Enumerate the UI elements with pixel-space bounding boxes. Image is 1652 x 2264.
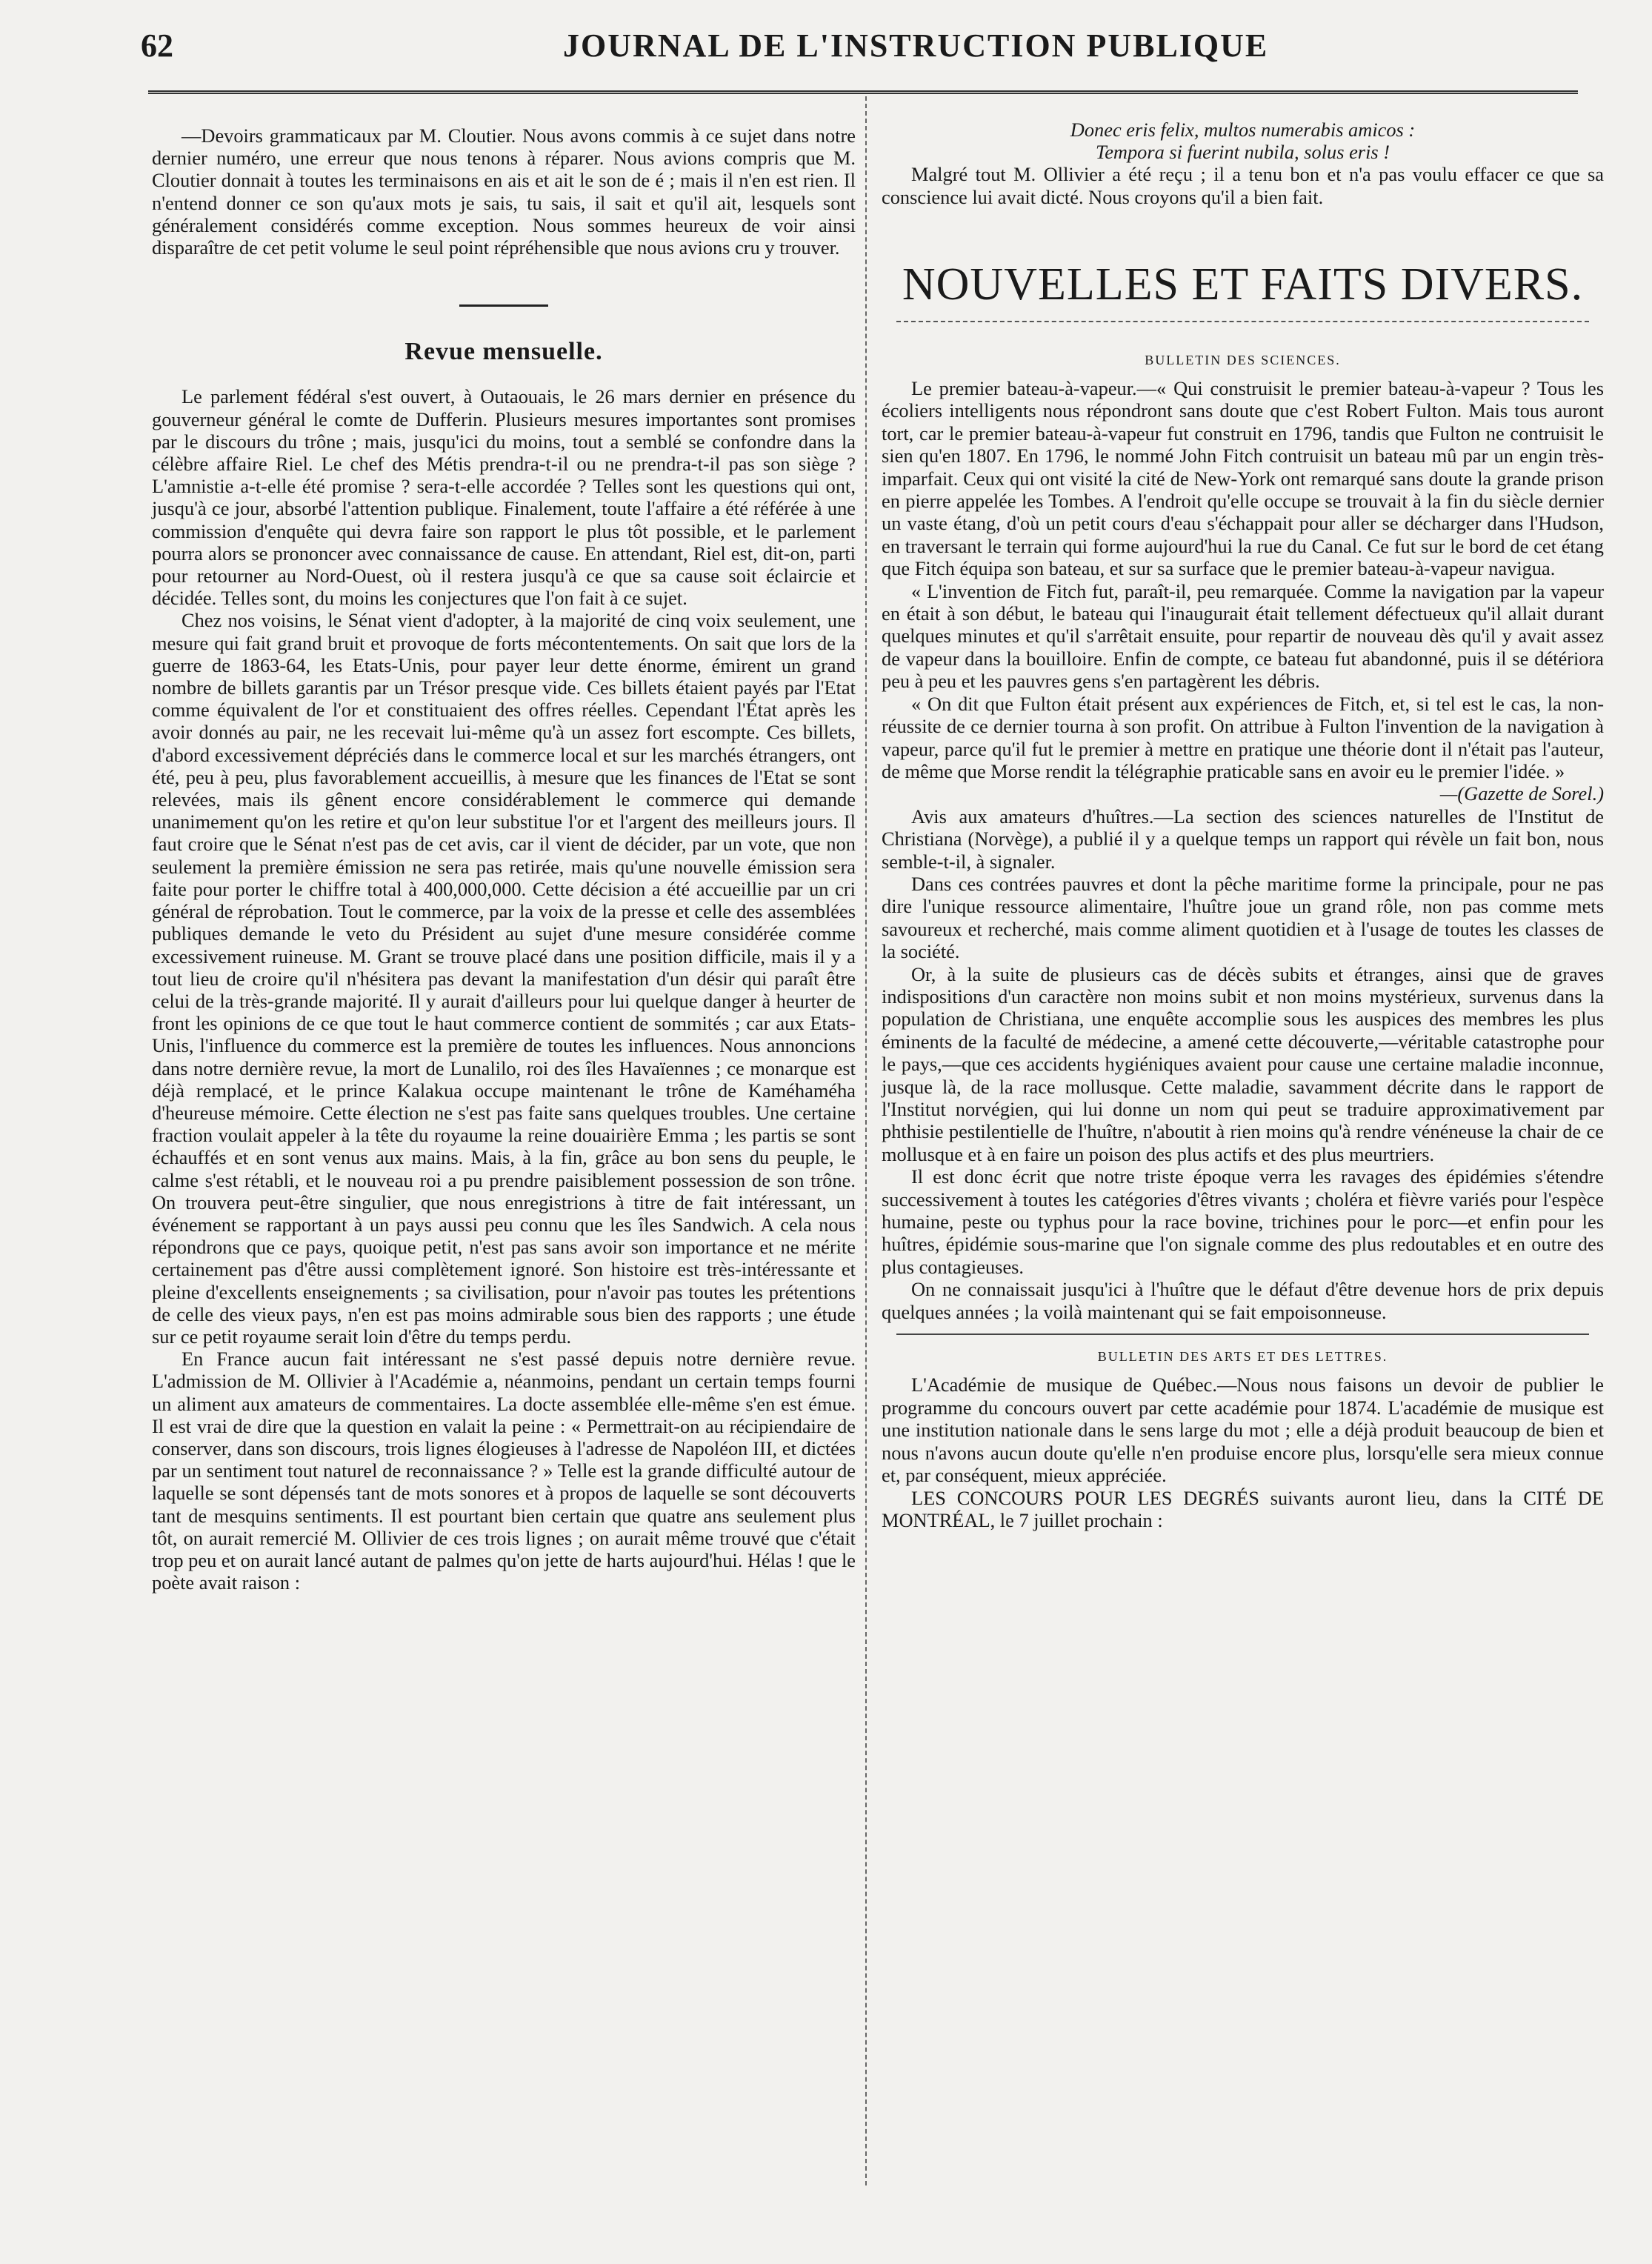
gazette-attribution: —(Gazette de Sorel.) (1439, 782, 1604, 805)
right-column (882, 119, 1604, 1531)
bulletin-sciences-heading: BULLETIN DES SCIENCES. (1145, 352, 1341, 367)
devoirs-paragraph: —Devoirs grammaticaux par M. Cloutier. Nous avons commis à ce sujet dans notre dernier numéro, une erreur que nous tenons à réparer. Nous avions compris que M. Cloutier donnait à toutes les terminaisons en ais et ait le son de é ; mais il n'en est rien. Il n'entend donner ce son qu'aux mots je sais, tu sais, il sait et qu'il ait, lesquels sont généralement considérés comme exception. Nous sommes heureux de voir ainsi disparaître de cet petit volume le seul point répréhensible que nous avions cru y trouver. (152, 124, 856, 259)
page-number: 62 (141, 27, 173, 64)
arts-rule (896, 1334, 1589, 1335)
bateau-paragraph-1: Le premier bateau-à-vapeur.—« Qui construisit le premier bateau-à-vapeur ? Tous les écoliers intelligents nous répondront sans doute que c'est Robert Fulton. Mais tous auront tort, car le premier bateau-à-vapeur fut construit en 1796, tandis que Fulton ne contruisit le sien qu'en 1807. En 1796, le nommé John Fitch contruisit un bateau mû par un engin très-imparfait. Ceux qui ont visité la cité de New-York ont remarqué sans doute la grande prison en pierre appelée les Tombes. A l'endroit qu'elle occupe se trouvait à la fin du siècle dernier un vaste étang, d'où un petit cours d'eau s'échappait pour aller se décharger dans l'Hudson, en traversant le terrain qui forme aujourd'hui la rue du Canal. Ce fut sur le bord de cet étang que Fitch équipa son bateau, et sur sa surface que le premier bateau-à-vapeur navigua. (882, 377, 1604, 580)
poem-line-1: Donec eris felix, multos numerabis amicos : (1070, 119, 1416, 141)
revue-title: Revue mensuelle. (404, 338, 603, 366)
bateau-paragraph-3: « On dit que Fulton était présent aux expériences de Fitch, et, si tel est le cas, la non-réussite de ce dernier tourna à son profit. On attribue à Fulton l'invention de la navigation à vapeur, parce qu'il fut le premier à mettre en pratique une théorie dont il n'était pas l'auteur, de même que Morse rendit la télégraphie praticable sans en avoir eu le premier l'idée. » (882, 692, 1604, 782)
left-column (152, 124, 856, 1594)
column-divider (865, 96, 867, 2185)
nouvelles-title: NOUVELLES ET FAITS DIVERS. (902, 259, 1584, 310)
section-divider (459, 304, 548, 307)
huitres-paragraph-1: Avis aux amateurs d'huîtres.—La section des sciences naturelles de l'Institut de Christiana (Norvège), a publié il y a quelque temps un rapport qui révèle un fait bon, nous semble-t-il, à signaler. (882, 805, 1604, 873)
header-rule (148, 90, 1578, 94)
huitres-paragraph-3: Or, à la suite de plusieurs cas de décès subits et étranges, ainsi que de graves indispositions d'un caractère non moins subit et non moins mystérieux, survenus dans la population de Christiana, une enquête accomplie sous les auspices des membres les plus éminents de la faculté de médecine, a amené cette découverte,—véritable catastrophe pour le pays,—que ces accidents hygiéniques avaient pour cause une certaine maladie inconnue, jusque là, de la race mollusque. Cette maladie, savamment décrite dans le rapport de l'Institut norvégien, qui lui donne un nom qui peut se traduire approximativement par phthisie pestilentielle de l'huître, n'aboutit à rien moins qu'à rendre vénéneuse la chair de ce mollusque et à en faire un poison des plus actifs et des plus meurtriers. (882, 962, 1604, 1165)
revue-paragraph-2: Chez nos voisins, le Sénat vient d'adopter, à la majorité de cinq voix seulement, une mesure qui fait grand bruit et provoque de forts mécontentements. On sait que lors de la guerre de 1863-64, les Etats-Unis, pour payer leur dette énorme, émirent un grand nombre de billets garantis par un Trésor presque vide. Ces billets étaient payés par l'Etat comme équivalent de l'or et constituaient des offres réelles. Cependant l'État après les avoir donnés au pair, ne les recevait lui-même qu'à un assez fort escompte. Ces billets, d'abord excessivement dépréciés dans le commerce local et sur les marchés étrangers, ont été, peu à peu, plus favorablement accueillis, à mesure que les finances de l'Etat se sont relevées, mais ils gênent encore considérablement le commerce qui demande unanimement qu'on les retire et qu'on leur substitue l'or et l'argent des meilleurs jours. Il faut croire que le Sénat n'est pas de cet avis, car il vient de décider, par un vote, que non seulement la première émission ne sera pas retirée, mais qu'une nouvelle émission sera faite pour porter le chiffre total à 400,000,000. Cette décision a été accueillie par un cri général de réprobation. Tout le commerce, par la voix de la presse et celle des assemblées publiques demande le veto du Président au sujet d'une mesure considérée comme excessivement ruineuse. M. Grant se trouve placé dans une position difficile, mais il y a tout lieu de croire qu'il n'hésitera pas devant la manifestation d'un désir qui paraît être celui de la très-grande majorité. Il y aurait d'ailleurs pour lui quelque danger à heurter de front les opinions de ce que tout le haut commerce contient de sommités ; car aux Etats-Unis, l'influence du commerce est la première de toutes les influences. Nous annoncions dans notre dernière revue, la mort de Lunalilo, roi des îles Havaïennes ; ce monarque est déjà remplacé, et le prince Kalakua occupe maintenant le trône de Kaméhaméha d'heureuse mémoire. Cette élection ne s'est pas faite sans quelques troubles. Une certaine fraction voulait appeler à la tête du royaume la reine douairière Emma ; les partis se sont échauffés et en sont venus aux mains. Mais, à la fin, grâce au bon sens du peuple, le calme s'est rétabli, et le nouveau roi a pu prendre paisiblement possession de son trône. On trouvera peut-être singulier, que nous enregistrions à titre de fait intéressant, un événement se rapportant à un pays aussi peu connu que les îles Sandwich. A cela nous répondrons que ce pays, quoique petit, n'est pas sans avoir son importance et ne mérite certainement pas d'être aussi complètement ignoré. Son histoire est très-intéressante et pleine d'excellents enseignements ; sa civilisation, pour n'avoir pas toutes les prétentions de celle des vieux pays, n'en est pas moins admirable sous bien des rapports ; une étude sur ce petit royaume serait loin d'être du temps perdu. (152, 609, 856, 1348)
academie-paragraph: L'Académie de musique de Québec.—Nous nous faisons un devoir de publier le programme du concours ouvert par cette académie pour 1874. L'académie de musique est une institution nationale dans le sens large du mot ; elle a déjà produit beaucoup de bien et nous n'avons aucun doute qu'elle n'en produise encore plus, lorsqu'elle sera mieux connue et, par conséquent, mieux appréciée. (882, 1374, 1604, 1487)
huitres-paragraph-2: Dans ces contrées pauvres et dont la pêche maritime forme la principale, pour ne pas dire l'unique ressource alimentaire, l'huître joue un grand rôle, non pas comme mets savoureux et recherché, mais comme aliment quotidien et à l'usage de toutes les classes de la société. (882, 872, 1604, 963)
revue-paragraph-1: Le parlement fédéral s'est ouvert, à Outaouais, le 26 mars dernier en présence du gouverneur général le comte de Dufferin. Plusieurs mesures importantes sont promises par le discours du trône ; mais, jusqu'ici du moins, tout a semblé se confondre dans la célèbre affaire Riel. Le chef des Métis prendra-t-il ou ne prendra-t-il pas son siège ? L'amnistie a-t-elle été promise ? sera-t-elle accordée ? Telles sont les questions qui ont, jusqu'à ce jour, absorbé l'attention publique. Finalement, toute l'affaire a été référée à une commission d'enquête qui devra faire son rapport le plus tôt possible, et le parlement pourra alors se prononcer avec connaissance de cause. En attendant, Riel est, dit-on, parti pour retourner au Nord-Ouest, où il restera jusqu'à ce que sa cause soit éclaircie et décidée. Telles sont, du moins les conjectures que l'on fait à ce sujet. (152, 385, 856, 610)
bateau-paragraph-2: « L'invention de Fitch fut, paraît-il, peu remarquée. Comme la navigation par la vapeur en était à son début, le bateau qui l'inaugurait était tellement défectueux qu'il allait durant quelques minutes et qu'il s'arrêtait ensuite, pour repartir de nouveau dès qu'il y avait assez de vapeur dans la bouilloire. Enfin de compte, ce bateau fut abandonné, puis il se détériora peu à peu et les pauvres gens s'en partagèrent les débris. (882, 579, 1604, 693)
page-header (141, 21, 1622, 73)
bulletin-arts-heading: BULLETIN DES ARTS ET DES LETTRES. (1097, 1349, 1388, 1365)
revue-paragraph-3: En France aucun fait intéressant ne s'est passé depuis notre dernière revue. L'admission de M. Ollivier à l'Académie a, néanmoins, pendant un certain temps fourni un aliment aux amateurs de commentaires. La docte assemblée elle-même s'en est émue. Il est vrai de dire que la question en valait la peine : « Permettrait-on au récipiendaire de conserver, dans son discours, trois lignes élogieuses à l'adresse de Napoléon III, et dictées par un sentiment tout naturel de reconnaissance ? » Telle est la grande difficulté autour de laquelle se sont dépensés tant de mots sonores et à propos de laquelle se sont découverts tant de mesquins sentiments. Il est pourtant bien certain que quatre ans seulement plus tôt, on aurait remercié M. Ollivier de ces trois lignes ; on aurait même trouvé que c'était trop peu et on aurait lancé autant de palmes qu'on jette de harts aujourd'hui. Hélas ! que le poète avait raison : (152, 1348, 856, 1594)
huitres-paragraph-5: On ne connaissait jusqu'ici à l'huître que le défaut d'être devenue hors de prix depuis quelques années ; la voilà maintenant qui se fait empoisonneuse. (882, 1278, 1604, 1323)
poem-line-2: Tempora si fuerint nubila, solus eris ! (1095, 141, 1390, 164)
ollivier-paragraph: Malgré tout M. Ollivier a été reçu ; il a tenu bon et n'a pas voulu effacer ce que sa conscience lui avait dicté. Nous croyons qu'il a bien fait. (882, 163, 1604, 208)
title-rule (896, 321, 1589, 322)
concours-paragraph: LES CONCOURS POUR LES DEGRÉS suivants auront lieu, dans la CITÉ DE MONTRÉAL, le 7 juillet prochain : (882, 1486, 1604, 1531)
journal-title: JOURNAL DE L'INSTRUCTION PUBLIQUE (563, 27, 1269, 64)
huitres-paragraph-4: Il est donc écrit que notre triste époque verra les ravages des épidémies s'étendre successivement à toutes les catégories d'êtres vivants ; choléra et fièvre variés pour l'espèce humaine, peste ou typhus pour la race bovine, trichines pour le porc—et enfin pour les huîtres, épidémie sous-marine que l'on signale comme des plus redoutables et en outre des plus contagieuses. (882, 1165, 1604, 1278)
